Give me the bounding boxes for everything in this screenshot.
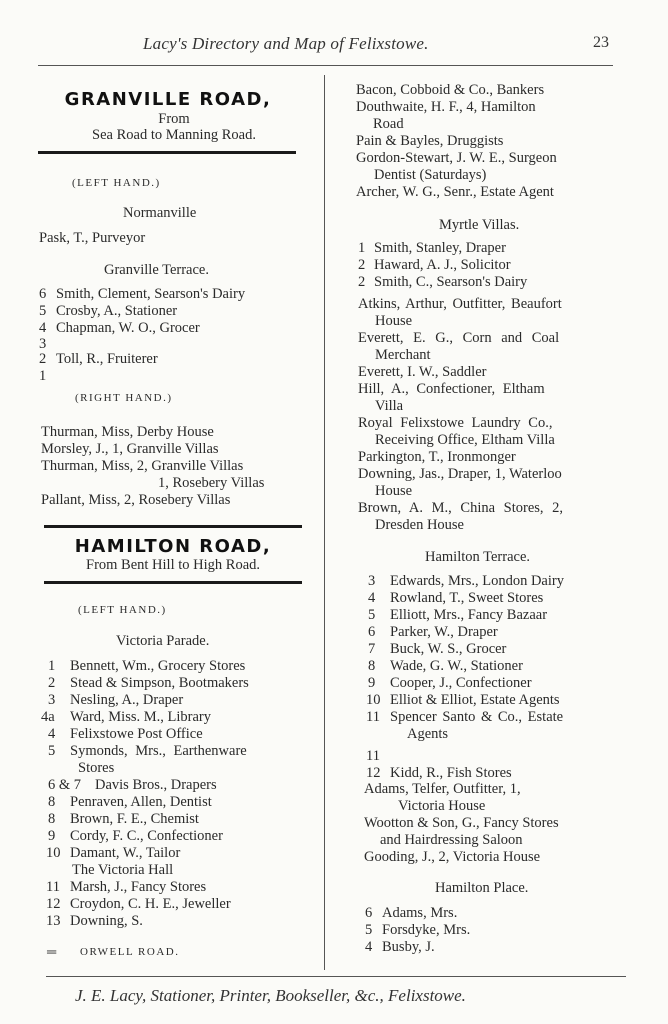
directory-entry: 4 Rowland, T., Sweet Stores (368, 590, 544, 606)
directory-entry: Royal Felixstowe Laundry Co., (358, 415, 553, 431)
normanville-heading: Normanville (123, 205, 197, 221)
granville-terrace-heading: Granville Terrace. (104, 262, 209, 278)
directory-entry: Thurman, Miss, Derby House (41, 424, 214, 440)
directory-entry: 4 Felixstowe Post Office (48, 726, 203, 742)
header-rule (38, 65, 613, 66)
directory-entry: 2 Haward, A. J., Solicitor (358, 257, 511, 273)
hamilton-place-heading: Hamilton Place. (435, 880, 529, 896)
directory-entry: Douthwaite, H. F., 4, Hamilton (356, 99, 536, 115)
directory-entry: 13 Downing, S. (46, 913, 143, 929)
directory-entry: Pallant, Miss, 2, Rosebery Villas (41, 492, 231, 508)
directory-entry: Agents (407, 726, 449, 742)
hamilton-left-hand-label: (LEFT HAND.) (78, 604, 167, 616)
directory-entry: 3 Edwards, Mrs., London Dairy (368, 573, 564, 589)
directory-entry: Morsley, J., 1, Granville Villas (41, 441, 219, 457)
directory-entry: The Victoria Hall (72, 862, 174, 878)
granville-rule (38, 151, 296, 154)
directory-entry: 8 Brown, F. E., Chemist (48, 811, 199, 827)
granville-left-hand-label: (LEFT HAND.) (72, 177, 161, 189)
directory-entry: 11 Spencer Santo & Co., Estate (366, 709, 564, 725)
directory-entry: 1 (39, 368, 47, 384)
granville-from: From (158, 111, 190, 127)
granville-right-list (41, 424, 264, 509)
directory-entry: Gooding, J., 2, Victoria House (364, 849, 541, 865)
directory-entry: 8 Wade, G. W., Stationer (368, 658, 523, 674)
directory-entry: 6 Parker, W., Draper (368, 624, 498, 640)
hamilton-bottom-rule (44, 581, 302, 584)
victoria-parade-heading: Victoria Parade. (116, 633, 210, 649)
granville-terrace-list (39, 286, 245, 385)
hamilton-middle-list (358, 296, 563, 534)
directory-entry: 9 Cordy, F. C., Confectioner (48, 828, 223, 844)
directory-entry: Everett, E. G., Corn and Coal (358, 330, 560, 346)
directory-entry: House (375, 483, 413, 499)
directory-entry: Dentist (Saturdays) (374, 167, 487, 183)
footer-imprint: J. E. Lacy, Stationer, Printer, Bookseller, &c., Felixstowe. (75, 986, 466, 1005)
directory-entry: 5 Symonds, Mrs., Earthenware (48, 743, 247, 759)
running-head: Lacy's Directory and Map of Felixstowe. (143, 34, 429, 53)
myrtle-villas-heading: Myrtle Villas. (439, 217, 520, 233)
directory-entry: 6 Smith, Clement, Searson's Dairy (39, 286, 246, 302)
directory-entry: 4 Chapman, W. O., Grocer (39, 320, 200, 336)
hamilton-place-list (365, 905, 470, 956)
directory-entry: 3 Nesling, A., Draper (48, 692, 184, 708)
directory-entry: 1 Smith, Stanley, Draper (358, 240, 506, 256)
hamilton-terrace-list (366, 573, 564, 782)
directory-entry: 5 Elliott, Mrs., Fancy Bazaar (368, 607, 548, 623)
directory-entry: 11 (366, 748, 380, 764)
hamilton-road-title: HAMILTON ROAD, (74, 536, 272, 557)
directory-entry: Stores (78, 760, 115, 776)
directory-entry: Villa (375, 398, 404, 414)
granville-right-hand-label: (RIGHT HAND.) (75, 392, 173, 404)
directory-entry: Pain & Bayles, Druggists (356, 133, 504, 149)
directory-entry: 12 Kidd, R., Fish Stores (366, 765, 512, 781)
hamilton-route: From Bent Hill to High Road. (86, 557, 260, 573)
directory-entry: Pask, T., Purveyor (39, 230, 146, 246)
hamilton-top-rule (44, 525, 302, 528)
directory-entry: 2 Stead & Simpson, Bootmakers (48, 675, 249, 691)
directory-entry: 6 & 7 Davis Bros., Drapers (48, 777, 217, 793)
directory-entry: 10 Elliot & Elliot, Estate Agents (366, 692, 560, 708)
directory-entry: 4a Ward, Miss. M., Library (41, 709, 211, 725)
directory-entry: 5 Forsdyke, Mrs. (365, 922, 471, 938)
directory-entry: 12 Croydon, C. H. E., Jeweller (46, 896, 231, 912)
directory-entry: Receiving Office, Eltham Villa (375, 432, 555, 448)
hamilton-top-list (356, 82, 557, 201)
directory-entry: Road (373, 116, 404, 132)
footer-rule (46, 976, 626, 977)
directory-entry: 7 Buck, W. S., Grocer (368, 641, 507, 657)
myrtle-villas-list (358, 240, 527, 291)
directory-entry: Brown, A. M., China Stores, 2, (358, 500, 564, 516)
directory-entry: Thurman, Miss, 2, Granville Villas (41, 458, 244, 474)
directory-entry: 6 Adams, Mrs. (365, 905, 458, 921)
directory-entry: Atkins, Arthur, Outfitter, Beaufort (358, 296, 562, 312)
directory-entry: Everett, I. W., Saddler (358, 364, 487, 380)
granville-route: Sea Road to Manning Road. (92, 127, 256, 143)
orwell-road-crossing: ORWELL ROAD. (80, 946, 180, 958)
granville-road-title: GRANVILLE ROAD, (64, 89, 272, 110)
directory-entry: Archer, W. G., Senr., Estate Agent (356, 184, 554, 200)
directory-entry: 1, Rosebery Villas (158, 475, 265, 491)
directory-entry: Adams, Telfer, Outfitter, 1, (364, 781, 521, 797)
directory-entry: and Hairdressing Saloon (380, 832, 523, 848)
directory-entry: Wootton & Son, G., Fancy Stores (364, 815, 559, 831)
directory-entry: 1 Bennett, Wm., Grocery Stores (48, 658, 246, 674)
cross-road-mark: ═ (47, 944, 57, 959)
directory-entry: Parkington, T., Ironmonger (358, 449, 516, 465)
directory-entry: Hill, A., Confectioner, Eltham (358, 381, 545, 397)
victoria-parade-list (41, 658, 249, 930)
column-divider (324, 75, 325, 970)
directory-entry: 9 Cooper, J., Confectioner (368, 675, 532, 691)
hamilton-lower-list (364, 781, 559, 866)
directory-entry: 2 Toll, R., Fruiterer (39, 351, 158, 367)
directory-entry: Downing, Jas., Draper, 1, Waterloo (358, 466, 562, 482)
directory-entry: Gordon-Stewart, J. W. E., Surgeon (356, 150, 557, 166)
directory-entry: 3 (39, 336, 47, 352)
hamilton-terrace-heading: Hamilton Terrace. (425, 549, 531, 565)
directory-entry: Merchant (375, 347, 431, 363)
directory-entry: House (375, 313, 413, 329)
directory-entry: 4 Busby, J. (365, 939, 435, 955)
directory-entry: 11 Marsh, J., Fancy Stores (46, 879, 207, 895)
directory-entry: Victoria House (398, 798, 486, 814)
directory-entry: Dresden House (375, 517, 464, 533)
directory-entry: 10 Damant, W., Tailor (46, 845, 181, 861)
page-number: 23 (593, 34, 609, 51)
directory-entry: 8 Penraven, Allen, Dentist (48, 794, 212, 810)
directory-entry: 2 Smith, C., Searson's Dairy (358, 274, 528, 290)
directory-entry: Bacon, Cobboid & Co., Bankers (356, 82, 545, 98)
directory-entry: 5 Crosby, A., Stationer (39, 303, 178, 319)
